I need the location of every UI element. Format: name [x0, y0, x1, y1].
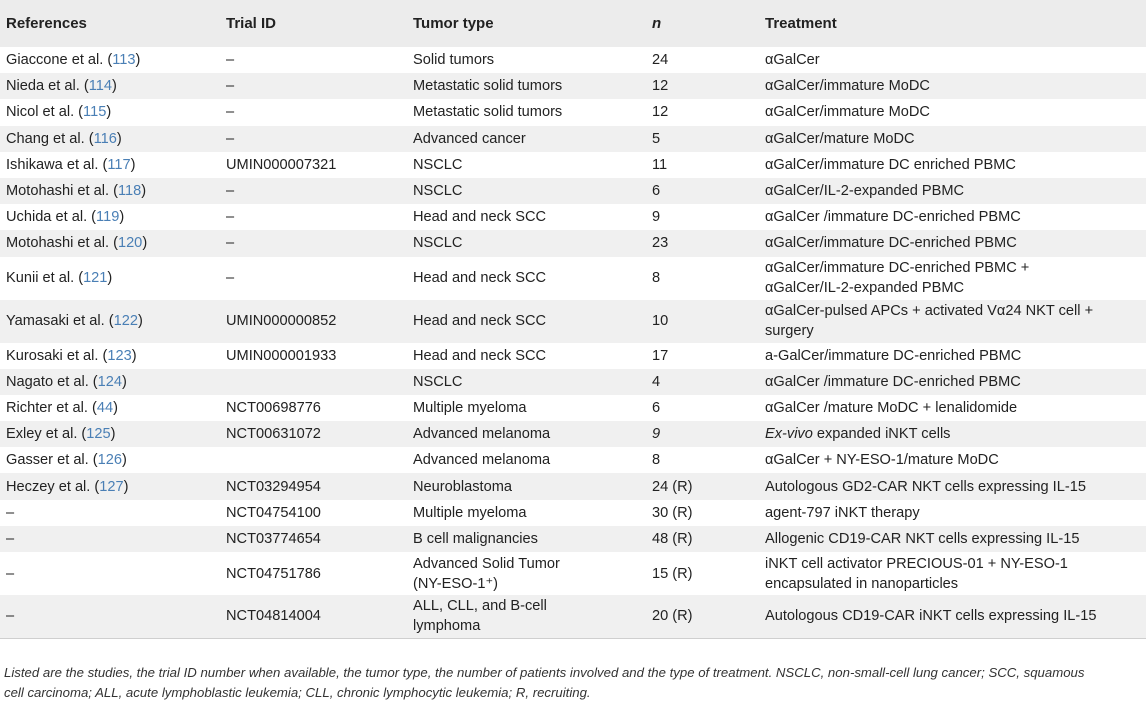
- patient-count: 17: [652, 347, 669, 364]
- table-row: [0, 230, 1146, 256]
- reference-close: ): [119, 209, 125, 226]
- treatment-line-2: surgery: [765, 323, 814, 339]
- reference-author: Kunii et al. (: [6, 270, 84, 286]
- reference-close: ): [110, 426, 116, 443]
- treatment: αGalCer/immature DC-enriched PBMC +: [765, 260, 1030, 276]
- table-row: [0, 126, 1146, 152]
- table-row: [0, 152, 1146, 178]
- patient-count: 23: [652, 235, 669, 252]
- table-footnote: [4, 663, 1144, 703]
- trial-id: NCT03774654: [226, 530, 321, 547]
- trial-id: –: [226, 78, 235, 95]
- treatment: αGalCer/immature DC enriched PBMC: [765, 156, 1016, 173]
- cell-tumor-type: [407, 230, 646, 256]
- tumor-type: NSCLC: [413, 156, 463, 173]
- patient-count: 15 (R): [652, 565, 693, 582]
- cell-tumor-type: [407, 595, 646, 638]
- header-trial-id: Trial ID: [226, 14, 277, 32]
- reference-close: ): [113, 399, 118, 416]
- treatment: iNKT cell activator PRECIOUS-01 + NY-ESO-1: [765, 555, 1068, 572]
- cell-reference: [0, 230, 220, 256]
- patient-count: 10: [652, 313, 669, 329]
- patient-count: 4: [652, 373, 661, 390]
- trial-id: NCT00698776: [226, 399, 321, 416]
- cell-trial-id: [220, 552, 407, 595]
- trial-id: NCT04814004: [226, 608, 321, 625]
- reference-author: Gasser et al. (: [6, 452, 98, 469]
- cell-tumor-type: [407, 526, 646, 552]
- reference-close: ): [130, 156, 136, 173]
- trial-id: –: [226, 183, 235, 200]
- reference-author: Motohashi et al. (: [6, 235, 118, 252]
- cell-reference: [0, 595, 220, 638]
- trial-id: UMIN000007321: [226, 156, 337, 173]
- cell-n: [646, 526, 759, 552]
- cell-n: [646, 230, 759, 256]
- reference-author: Yamasaki et al. (: [6, 313, 114, 329]
- cell-tumor-type: [407, 552, 646, 595]
- patient-count: 6: [652, 399, 661, 416]
- cell-reference: [0, 343, 220, 369]
- cell-treatment: [759, 230, 1146, 256]
- reference-author: –: [6, 565, 15, 582]
- table-row: [0, 526, 1146, 552]
- tumor-type: NSCLC: [413, 235, 463, 252]
- tumor-type: Metastatic solid tumors: [413, 104, 563, 121]
- reference-close: ): [142, 235, 148, 252]
- cell-tumor-type: [407, 500, 646, 526]
- reference-author: –: [6, 608, 15, 625]
- reference-link[interactable]: 126: [97, 452, 123, 469]
- trial-id: –: [226, 104, 235, 121]
- cell-n: [646, 73, 759, 99]
- cell-treatment: [759, 47, 1146, 73]
- treatment: expanded iNKT cells: [812, 426, 951, 443]
- cell-tumor-type: [407, 73, 646, 99]
- tumor-type: Advanced melanoma: [413, 452, 551, 469]
- cell-tumor-type: [407, 300, 646, 343]
- treatment: Autologous CD19-CAR iNKT cells expressing IL-15: [765, 608, 1097, 625]
- cell-tumor-type: [407, 47, 646, 73]
- cell-n: [646, 300, 759, 343]
- reference-link[interactable]: 116: [93, 130, 117, 147]
- reference-close: ): [106, 104, 112, 121]
- reference-author: Nieda et al. (: [6, 78, 89, 95]
- patient-count: 48 (R): [652, 530, 693, 547]
- cell-n: [646, 447, 759, 473]
- trial-id: NCT00631072: [226, 426, 321, 443]
- cell-treatment: [759, 447, 1146, 473]
- header-references: References: [6, 14, 87, 32]
- reference-author: Exley et al. (: [6, 426, 87, 443]
- tumor-type: Multiple myeloma: [413, 504, 527, 521]
- cell-reference: [0, 421, 220, 447]
- patient-count: 5: [652, 130, 661, 147]
- cell-n: [646, 473, 759, 499]
- reference-link[interactable]: 121: [83, 270, 108, 286]
- cell-reference: [0, 526, 220, 552]
- tumor-type: NSCLC: [413, 183, 463, 200]
- table-header: [0, 0, 1146, 47]
- reference-author: Motohashi et al. (: [6, 183, 118, 200]
- tumor-type: NSCLC: [413, 373, 463, 390]
- reference-link[interactable]: 117: [107, 156, 131, 173]
- reference-close: ): [123, 478, 129, 495]
- cell-n: [646, 369, 759, 395]
- treatment: αGalCer/immature MoDC: [765, 78, 930, 95]
- reference-author: Nicol et al. (: [6, 104, 84, 121]
- reference-close: ): [131, 347, 137, 364]
- patient-count: 8: [652, 270, 661, 286]
- cell-reference: [0, 369, 220, 395]
- table-row: [0, 257, 1146, 300]
- tumor-type: Advanced melanoma: [413, 426, 551, 443]
- reference-link[interactable]: 114: [88, 78, 113, 95]
- tumor-type: ALL, CLL, and B-cell: [413, 598, 547, 615]
- cell-trial-id: [220, 47, 407, 73]
- tumor-type-line-2: (NY-ESO-1⁺): [413, 575, 499, 592]
- cell-n: [646, 204, 759, 230]
- cell-trial-id: [220, 447, 407, 473]
- tumor-type: Head and neck SCC: [413, 313, 547, 329]
- treatment: αGalCer-pulsed APCs + activated Vα24 NKT cell +: [765, 303, 1094, 319]
- cell-treatment: [759, 500, 1146, 526]
- cell-tumor-type: [407, 395, 646, 421]
- treatment: agent-797 iNKT therapy: [765, 504, 920, 521]
- cell-tumor-type: [407, 126, 646, 152]
- tumor-type: Head and neck SCC: [413, 347, 547, 364]
- cell-reference: [0, 500, 220, 526]
- reference-author: Heczey et al. (: [6, 478, 100, 495]
- table-row: [0, 47, 1146, 73]
- tumor-type: Metastatic solid tumors: [413, 78, 563, 95]
- cell-trial-id: [220, 343, 407, 369]
- tumor-type: Head and neck SCC: [413, 209, 547, 226]
- cell-trial-id: [220, 500, 407, 526]
- cell-reference: [0, 178, 220, 204]
- table-row: [0, 395, 1146, 421]
- treatment-line-2: encapsulated in nanoparticles: [765, 575, 959, 592]
- reference-close: ): [137, 313, 143, 329]
- reference-link[interactable]: 44: [96, 399, 114, 416]
- reference-link[interactable]: 118: [117, 183, 142, 200]
- treatment: Autologous GD2-CAR NKT cells expressing IL-15: [765, 478, 1086, 495]
- cell-treatment: [759, 595, 1146, 638]
- cell-treatment: [759, 204, 1146, 230]
- cell-treatment: [759, 526, 1146, 552]
- cell-tumor-type: [407, 369, 646, 395]
- cell-n: [646, 421, 759, 447]
- cell-treatment: [759, 395, 1146, 421]
- cell-reference: [0, 99, 220, 125]
- treatment: αGalCer + NY-ESO-1/mature MoDC: [765, 452, 999, 469]
- patient-count: 11: [652, 156, 668, 173]
- reference-author: Nagato et al. (: [6, 373, 98, 390]
- cell-tumor-type: [407, 204, 646, 230]
- cell-n: [646, 178, 759, 204]
- cell-trial-id: [220, 300, 407, 343]
- cell-n: [646, 500, 759, 526]
- reference-link[interactable]: 119: [96, 209, 120, 226]
- patient-count: 20 (R): [652, 608, 693, 625]
- treatment: αGalCer/immature MoDC: [765, 104, 930, 121]
- cell-reference: [0, 204, 220, 230]
- patient-count: 6: [652, 183, 661, 200]
- tumor-type: Advanced Solid Tumor: [413, 555, 560, 572]
- cell-trial-id: [220, 526, 407, 552]
- header-tumor-type: Tumor type: [413, 14, 494, 32]
- table-row: [0, 369, 1146, 395]
- trial-id: –: [226, 270, 235, 286]
- cell-trial-id: [220, 99, 407, 125]
- cell-n: [646, 47, 759, 73]
- cell-reference: [0, 552, 220, 595]
- cell-n: [646, 257, 759, 300]
- trial-id: NCT04754100: [226, 504, 321, 521]
- reference-link[interactable]: 113: [112, 52, 136, 69]
- reference-author: Ishikawa et al. (: [6, 156, 108, 173]
- trial-id: –: [226, 130, 235, 147]
- footnote-line-1: Listed are the studies, the trial ID number when available, the tumor type, the number of patients involved and the type of treatment. NSCLC, non-small-cell lung cancer; SCC, squamous: [4, 665, 1085, 680]
- cell-trial-id: [220, 230, 407, 256]
- cell-treatment: [759, 178, 1146, 204]
- cell-treatment: [759, 73, 1146, 99]
- reference-link[interactable]: 120: [117, 235, 143, 252]
- table-row: [0, 500, 1146, 526]
- header-row: [0, 0, 1146, 47]
- cell-trial-id: [220, 421, 407, 447]
- table-row: [0, 552, 1146, 595]
- reference-close: ): [116, 130, 122, 147]
- patient-count: 30 (R): [652, 504, 693, 521]
- table-row: [0, 178, 1146, 204]
- trial-id: NCT04751786: [226, 565, 321, 582]
- cell-tumor-type: [407, 257, 646, 300]
- reference-author: Kurosaki et al. (: [6, 347, 108, 364]
- cell-tumor-type: [407, 178, 646, 204]
- cell-n: [646, 126, 759, 152]
- trial-id: UMIN000000852: [226, 313, 337, 329]
- reference-close: ): [141, 183, 147, 200]
- cell-treatment: [759, 421, 1146, 447]
- table-row: [0, 447, 1146, 473]
- reference-link[interactable]: 124: [97, 373, 123, 390]
- cell-n: [646, 595, 759, 638]
- table-row: [0, 343, 1146, 369]
- cell-tumor-type: [407, 152, 646, 178]
- cell-reference: [0, 300, 220, 343]
- reference-author: Richter et al. (: [6, 399, 97, 416]
- tumor-type: Solid tumors: [413, 52, 495, 69]
- cell-reference: [0, 47, 220, 73]
- cell-n: [646, 552, 759, 595]
- cell-reference: [0, 257, 220, 300]
- cell-tumor-type: [407, 421, 646, 447]
- cell-n: [646, 152, 759, 178]
- trial-id: UMIN000001933: [226, 347, 337, 364]
- cell-trial-id: [220, 73, 407, 99]
- patient-count: 9: [652, 209, 661, 226]
- trial-id: –: [226, 209, 235, 226]
- tumor-type: Neuroblastoma: [413, 478, 512, 495]
- reference-close: ): [112, 78, 117, 95]
- treatment: αGalCer/mature MoDC: [765, 130, 915, 147]
- cell-tumor-type: [407, 343, 646, 369]
- table-row: [0, 595, 1146, 638]
- table-row: [0, 473, 1146, 499]
- tumor-type: B cell malignancies: [413, 530, 538, 547]
- tumor-type: Multiple myeloma: [413, 399, 527, 416]
- cell-reference: [0, 395, 220, 421]
- reference-link[interactable]: 115: [83, 104, 107, 121]
- cell-trial-id: [220, 257, 407, 300]
- reference-close: ): [107, 270, 113, 286]
- treatment: αGalCer /mature MoDC + lenalidomide: [765, 399, 1018, 416]
- cell-treatment: [759, 257, 1146, 300]
- trial-id: –: [226, 52, 235, 69]
- treatment-italic: Ex-vivo: [765, 426, 813, 443]
- table-row: [0, 204, 1146, 230]
- cell-tumor-type: [407, 473, 646, 499]
- cell-trial-id: [220, 595, 407, 638]
- patient-count: 12: [652, 78, 669, 95]
- patient-count: 12: [652, 104, 669, 121]
- footnote-line-2: cell carcinoma; ALL, acute lymphoblastic leukemia; CLL, chronic lymphocytic leukemia; R, recruiting.: [4, 685, 591, 700]
- tumor-type: Head and neck SCC: [413, 270, 547, 286]
- cell-trial-id: [220, 126, 407, 152]
- patient-count: 24: [652, 52, 669, 69]
- cell-treatment: [759, 343, 1146, 369]
- cell-reference: [0, 126, 220, 152]
- cell-reference: [0, 473, 220, 499]
- table-row: [0, 300, 1146, 343]
- cell-reference: [0, 447, 220, 473]
- reference-link[interactable]: 122: [113, 313, 138, 329]
- patient-count: 9: [652, 426, 661, 443]
- treatment: αGalCer/immature DC-enriched PBMC: [765, 235, 1017, 252]
- tumor-type-line-2: lymphoma: [413, 618, 481, 635]
- cell-treatment: [759, 152, 1146, 178]
- reference-author: –: [6, 530, 15, 547]
- cell-tumor-type: [407, 99, 646, 125]
- tumor-type: Advanced cancer: [413, 130, 526, 147]
- cell-n: [646, 343, 759, 369]
- treatment: αGalCer/IL-2-expanded PBMC: [765, 183, 965, 200]
- cell-reference: [0, 73, 220, 99]
- cell-reference: [0, 152, 220, 178]
- trial-id: –: [226, 235, 235, 252]
- reference-link[interactable]: 127: [99, 478, 124, 495]
- reference-link[interactable]: 125: [86, 426, 111, 443]
- cell-treatment: [759, 552, 1146, 595]
- treatment-line-2: αGalCer/IL-2-expanded PBMC: [765, 280, 965, 296]
- cell-n: [646, 99, 759, 125]
- reference-author: Chang et al. (: [6, 130, 94, 147]
- cell-tumor-type: [407, 447, 646, 473]
- reference-author: Uchida et al. (: [6, 209, 97, 226]
- trial-id: NCT03294954: [226, 478, 321, 495]
- cell-treatment: [759, 369, 1146, 395]
- header-n: n: [652, 14, 662, 32]
- reference-author: –: [6, 504, 15, 521]
- reference-link[interactable]: 123: [107, 347, 132, 364]
- reference-close: ): [135, 52, 141, 69]
- cell-treatment: [759, 300, 1146, 343]
- table-row: [0, 99, 1146, 125]
- header-treatment: Treatment: [765, 14, 837, 32]
- patient-count: 24 (R): [652, 478, 693, 495]
- reference-close: ): [122, 373, 127, 390]
- treatment: a-GalCer/immature DC-enriched PBMC: [765, 347, 1022, 364]
- cell-trial-id: [220, 204, 407, 230]
- cell-trial-id: [220, 369, 407, 395]
- cell-trial-id: [220, 152, 407, 178]
- treatment: Allogenic CD19-CAR NKT cells expressing IL-15: [765, 530, 1080, 547]
- table-body: [0, 47, 1146, 638]
- cell-treatment: [759, 473, 1146, 499]
- cell-treatment: [759, 126, 1146, 152]
- table-row: [0, 421, 1146, 447]
- reference-close: ): [122, 452, 127, 469]
- cell-trial-id: [220, 395, 407, 421]
- reference-author: Giaccone et al. (: [6, 52, 113, 69]
- cell-trial-id: [220, 473, 407, 499]
- treatment: αGalCer /immature DC-enriched PBMC: [765, 209, 1021, 226]
- cell-trial-id: [220, 178, 407, 204]
- cell-treatment: [759, 99, 1146, 125]
- patient-count: 8: [652, 452, 661, 469]
- treatment: αGalCer /immature DC-enriched PBMC: [765, 373, 1021, 390]
- cell-n: [646, 395, 759, 421]
- table-row: [0, 73, 1146, 99]
- treatment: αGalCer: [765, 52, 820, 69]
